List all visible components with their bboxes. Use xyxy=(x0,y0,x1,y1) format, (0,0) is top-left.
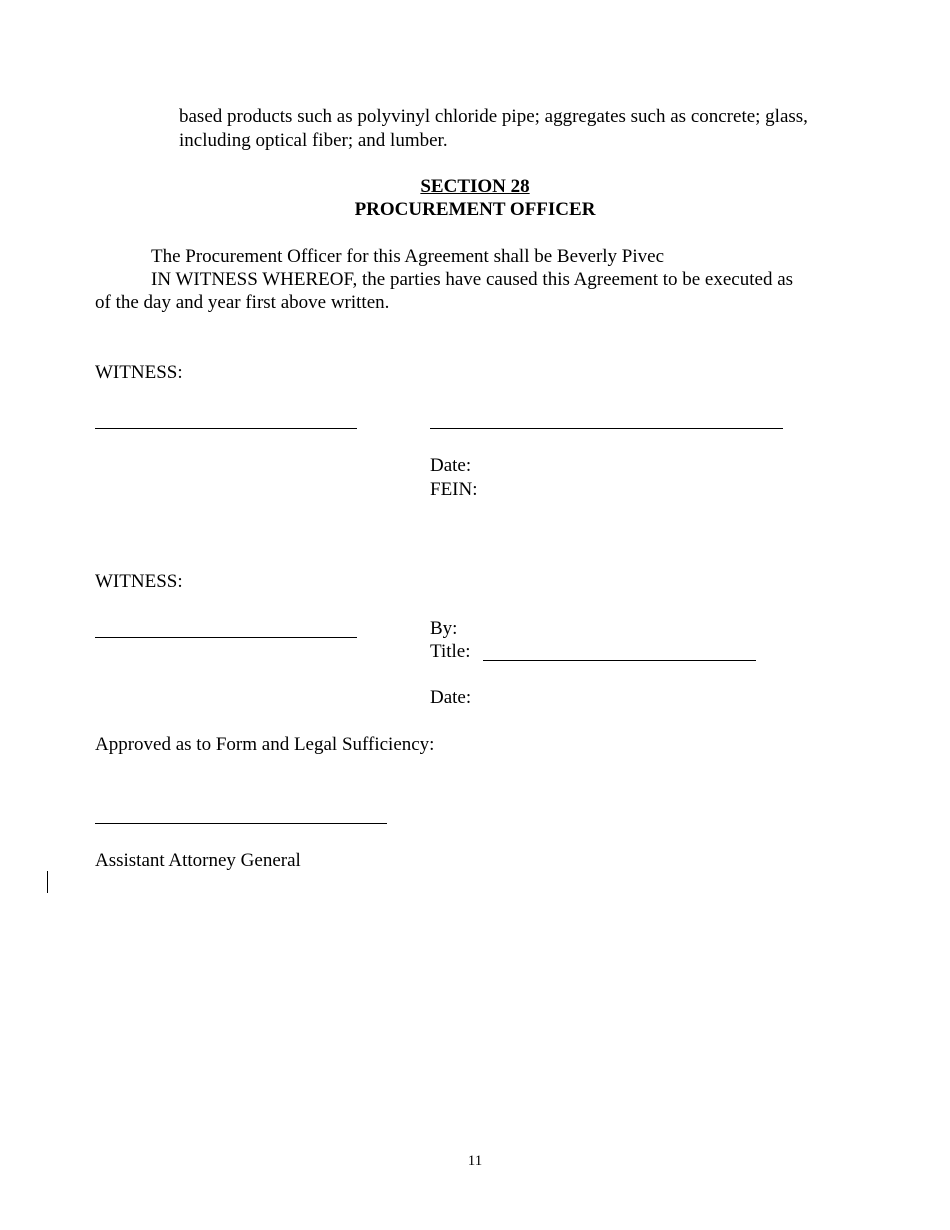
witness-signature-line-2 xyxy=(95,637,357,638)
continuation-line-2: including optical fiber; and lumber. xyxy=(179,130,448,151)
date-label-1: Date: xyxy=(430,455,472,476)
witness-whereof-line-2: of the day and year first above written. xyxy=(95,292,390,313)
page-number: 11 xyxy=(467,1153,483,1169)
witness-label-2: WITNESS: xyxy=(95,571,183,592)
fein-label: FEIN: xyxy=(430,479,478,500)
title-signature-line xyxy=(483,660,756,661)
section-number: SECTION 28 xyxy=(420,176,530,197)
by-label: By: xyxy=(430,618,458,639)
section-title: PROCUREMENT OFFICER xyxy=(354,199,596,220)
revision-bar xyxy=(47,871,48,893)
witness-whereof-line-1: IN WITNESS WHEREOF, the parties have caused this Agreement to be executed as xyxy=(151,269,794,290)
section-number-heading xyxy=(0,175,950,198)
party-signature-line-1 xyxy=(430,428,783,429)
approval-label: Approved as to Form and Legal Sufficiency: xyxy=(95,734,435,755)
attorney-signature-line xyxy=(95,823,387,824)
witness-label-1: WITNESS: xyxy=(95,362,183,383)
attorney-signer-label: Assistant Attorney General xyxy=(95,850,301,871)
date-label-2: Date: xyxy=(430,687,472,708)
title-label: Title: xyxy=(430,641,471,662)
procurement-officer-sentence: The Procurement Officer for this Agreement shall be Beverly Pivec xyxy=(151,246,665,267)
witness-signature-line-1 xyxy=(95,428,357,429)
continuation-line-1: based products such as polyvinyl chloride pipe; aggregates such as concrete; glass, xyxy=(179,106,808,127)
